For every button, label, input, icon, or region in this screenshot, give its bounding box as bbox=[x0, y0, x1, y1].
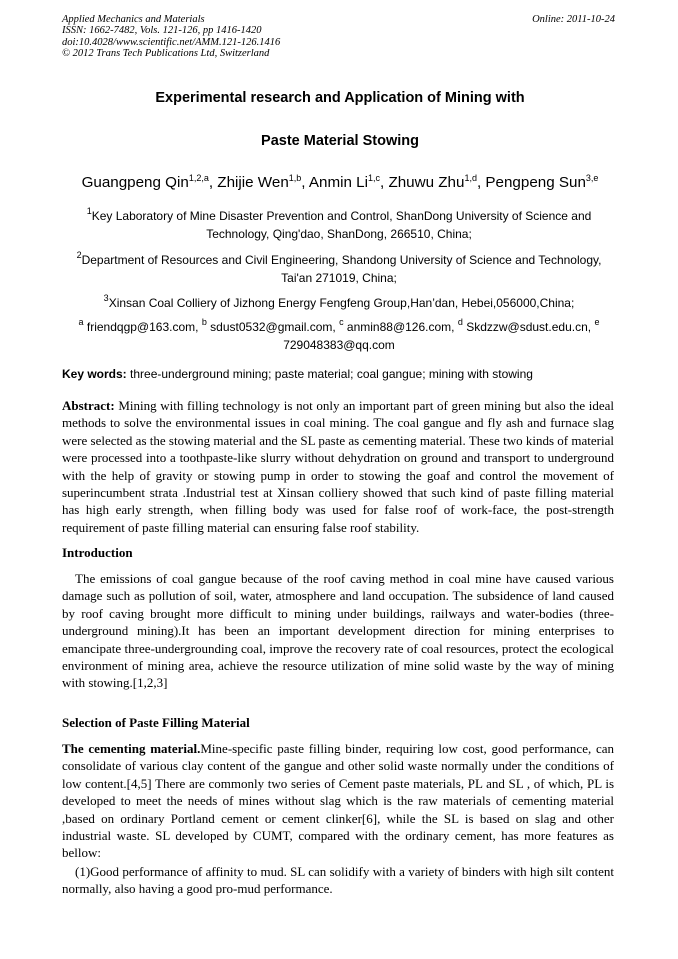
doi-line: doi:10.4028/www.scientific.net/AMM.121-126.1416 bbox=[62, 36, 281, 48]
introduction-paragraph: The emissions of coal gangue because of the roof caving method in coal mine have caused various damage such as pollution of soil, water, atmosphere and land occupation. The subsidence of land caused by roof caving brought more difficult to mining under buildings, railways and water-bodies (three-underground mining).It has been an important development direction for mining enterprises to emancipate three-undergrounding coal, improve the recovery rate of coal resources, protect the ecological environment of mining area, achieve the resource utilization of mine solid waste by the way of mining with stowing.[1,2,3] bbox=[62, 571, 614, 691]
journal-header bbox=[62, 14, 618, 60]
keywords-label: Key words: bbox=[62, 367, 127, 381]
abstract-label: Abstract: bbox=[62, 398, 115, 413]
cementing-material-text: Mine-specific paste filling binder, requiring low cost, good performance, can consolidate of various clay content of the gangue and other solid waste normally under the conditions of low content.[4,5] There are commonly two series of Cement paste materials, PL and SL , of which, PL is developed to meet the needs of mines without slag which is the raw materials of cementing material ,based on ordinary Portland cement or cement clinker[6], while the SL is based on slag and other industrial waste. SL developed by CUMT, compared with the ordinary cement, has more features as bellow: bbox=[62, 741, 614, 861]
selection-paragraph bbox=[62, 740, 614, 862]
email: $^d$ Skdzzw@sdust.edu.cn, bbox=[457, 317, 595, 334]
email: $^c$ anmin88@126.com, bbox=[339, 317, 458, 334]
email: $^e$ 729048383@qq.com bbox=[283, 317, 600, 352]
paper-title-line-2: Paste Material Stowing bbox=[261, 133, 419, 149]
author: Pengpeng Sun$^{3,e}$ bbox=[485, 173, 599, 191]
paper-title-line-1: Experimental research and Application of Mining with bbox=[155, 90, 525, 106]
author-list bbox=[30, 174, 650, 191]
keywords bbox=[62, 367, 622, 381]
email: $^b$ sdust0532@gmail.com, bbox=[201, 317, 340, 334]
section-heading-introduction: Introduction bbox=[62, 545, 133, 560]
author: Zhijie Wen$^{1,b}$, bbox=[217, 173, 309, 191]
journal-name: Applied Mechanics and Materials bbox=[62, 14, 205, 25]
copyright-line: © 2012 Trans Tech Publications Ltd, Switzerland bbox=[62, 48, 270, 60]
affiliation-3: $^3$Xinsan Coal Colliery of Jizhong Energy Fengfeng Group,Han’dan, Hebei,056000,China; bbox=[103, 293, 575, 310]
author: Guangpeng Qin$^{1,2,a}$, bbox=[81, 173, 218, 191]
selection-item-1: (1)Good performance of affinity to mud. SL can solidify with a variety of binders with high silt content normally, also having a good pro-mud performance. bbox=[62, 864, 614, 897]
email: $^a$ friendqgp@163.com, bbox=[78, 317, 202, 334]
abstract bbox=[62, 397, 614, 536]
author: Anmin Li$^{1,c}$, bbox=[308, 173, 389, 191]
affiliation-1: $^1$Key Laboratory of Mine Disaster Prevention and Control, ShanDong University of Science and Technology, Qing'dao, ShanDong, 266510, China; bbox=[86, 206, 592, 241]
section-heading-selection: Selection of Paste Filling Material bbox=[62, 715, 250, 730]
issn-line: ISSN: 1662-7482, Vols. 121-126, pp 1416-1420 bbox=[62, 25, 262, 37]
cementing-material-lead: The cementing material. bbox=[62, 741, 201, 756]
affiliation-2: $^2$Department of Resources and Civil Engineering, Shandong University of Science and Technology, Tai'an 271019, China; bbox=[76, 250, 602, 285]
email-list bbox=[62, 318, 616, 354]
online-date: Online: 2011-10-24 bbox=[532, 14, 615, 25]
author: Zhuwu Zhu$^{1,d}$, bbox=[388, 173, 486, 191]
keywords-text: three-underground mining; paste material; coal gangue; mining with stowing bbox=[126, 367, 533, 381]
abstract-text: Mining with filling technology is not only an important part of green mining but also the ideal methods to solve the environmental issues in coal mining. The coal gangue and fly ash and furnace slag were selected as the stowing material and the SL paste as cementing material. These two kinds of material were processed into a toothpaste-like slurry without dehydration on ground and transport to underground with the help of gravity or stowing pump in order to stowing the goaf and control the movement of superincumbent strata .Industrial test at Xinsan colliery showed that such kind of paste filling material has high early strength, when filling body was used for false roof of work-face, the post-strength requirement of paste filling material can ensuring false roof stability. bbox=[62, 398, 614, 535]
